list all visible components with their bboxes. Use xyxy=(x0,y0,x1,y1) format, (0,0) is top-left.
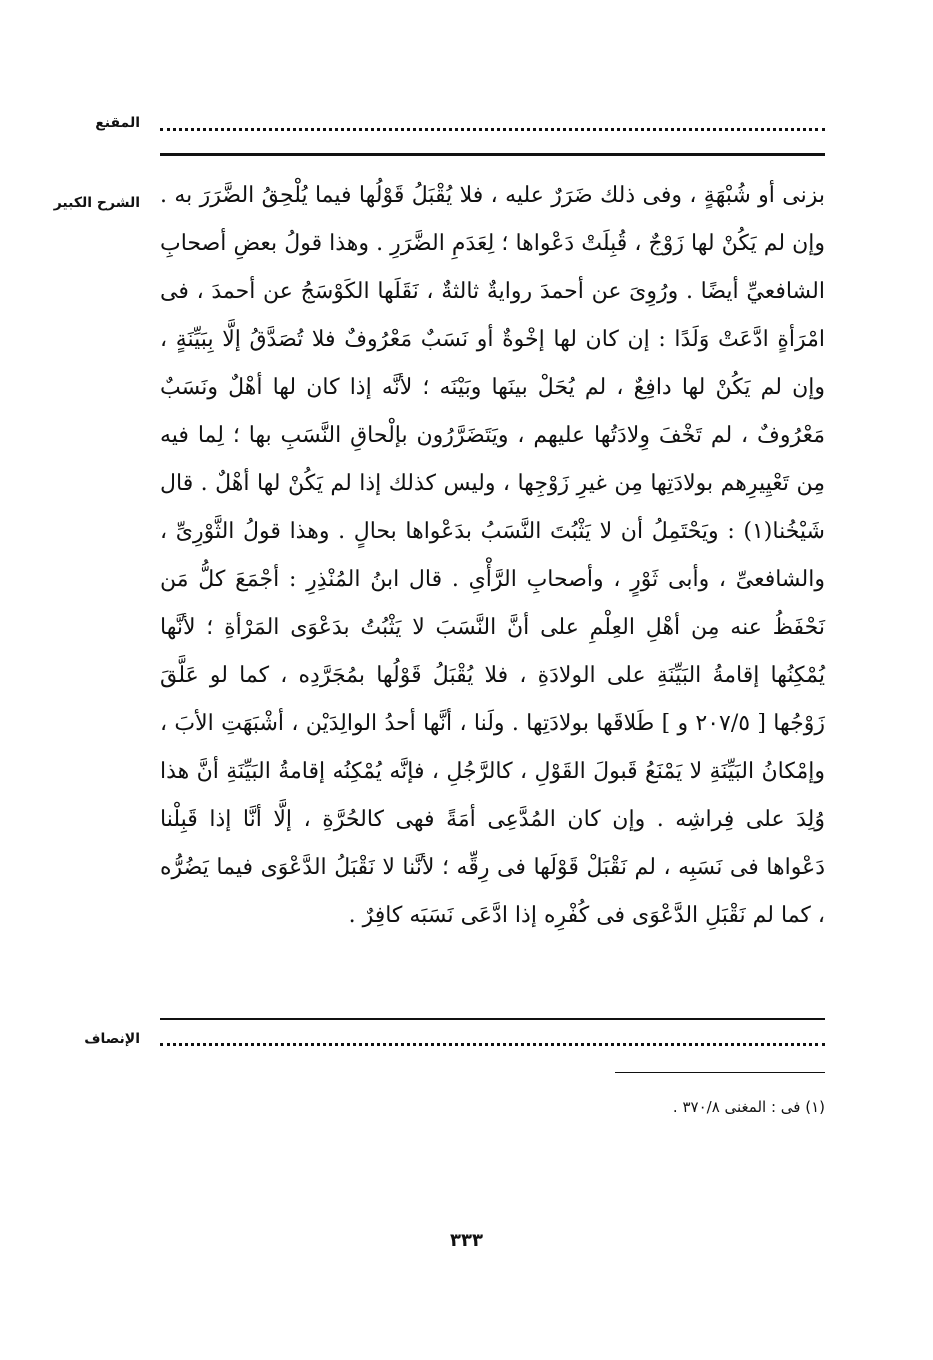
margin-label-sharh-kabir: الشرح الكبير xyxy=(53,195,140,211)
footnote-separator xyxy=(615,1072,825,1073)
margin-label-muqni: المقنع xyxy=(95,115,140,131)
commentary-body xyxy=(160,172,825,940)
dotted-line-muqni xyxy=(160,128,825,131)
dotted-line-insaf xyxy=(160,1043,825,1046)
footnote: (١) فى : المغنى ٣٧٠/٨ . xyxy=(672,1098,825,1116)
section-rule-bottom xyxy=(160,1018,825,1020)
commentary-paragraph: بزنى أو شُبْهَةٍ ، وفى ذلك ضَرَرٌ عليه ، فلا يُقْبَلُ قَوْلُها فيما يُلْحِقُ الضَّرَرَ به . وإن لم يَكُنْ لها زَوْجٌ ، قُبِلَتْ دَعْواها ؛ لِعَدَمِ الضَّرَرِ . وهذا قولُ بعضِ أصحابِ الشافعيِّ أيضًا . ورُوِىَ عن أحمدَ روايةٌ ثالثةٌ ، نَقَلَها الكَوْسَجُ عن أحمدَ ، فى امْرَأةٍ ادَّعَتْ وَلَدًا : إن كان لها إخْوةٌ أو نَسَبٌ مَعْرُوفٌ فلا تُصَدَّقُ إلَّا بِبَيِّنَةٍ ، وإن لم يَكُنْ لها دافِعٌ ، لم يُحَلْ بينَها وبَيْنَه ؛ لأنَّه إذا كان لها أهْلٌ ونَسَبٌ مَعْرُوفٌ ، لم تَخْفَ وِلادَتُها عليهم ، ويَتَضَرَّرُون بإلْحاقِ النَّسَبِ بها ؛ لِما فيه مِن تَعْيِيرِهم بولادَتِها مِن غيرِ زَوْجِها ، وليس كذلك إذا لم يَكُنْ لها أهْلٌ . قال شَيْخُنا(١) : ويَحْتَمِلُ أن لا يَثْبُتَ النَّسَبُ بدَعْواها بحالٍ . وهذا قولُ الثَّوْرِىِّ ، والشافعىِّ ، وأبى ثَوْرٍ ، وأصحابِ الرَّأْىِ . قال ابنُ المُنْذِرِ : أجْمَعَ كلُّ مَن نَحْفَظُ عنه مِن أهْلِ العِلْمِ على أنَّ النَّسَبَ لا يَثْبُتُ بدَعْوَى المَرْأةِ ؛ لأنَّها يُمْكِنُها إقامةُ البَيِّنَةِ على الولادَةِ ، فلا يُقْبَلُ قَوْلُها بمُجَرَّدِه ، كما لو عَلَّقَ زَوْجُها [ ٢٠٧/٥ و ] طَلاقَها بولادَتِها . ولَنا ، أنَّها أحدُ الوالِدَيْن ، أشْبَهَتِ الأبَ ، وإمْكانُ البَيِّنَةِ لا يَمْنَعُ قَبولَ القَوْلِ ، كالرَّجُلِ ، فإنَّه يُمْكِنُه إقامةُ البَيِّنَةِ أنَّ هذا وُلِدَ على فِراشِه . وإن كان المُدَّعِى أمَةً فهى كالحُرَّةِ ، إلَّا أنَّا إذا قَبِلْنا دَعْواها فى نَسَبِه ، لم نَقْبَلْ قَوْلَها فى رِقِّه ؛ لأنَّنا لا نَقْبَلُ الدَّعْوَى فيما يَضُرُّه ، كما لم نَقْبَلِ الدَّعْوَى فى كُفْرِه إذا ادَّعَى نَسَبَه كافِرٌ . xyxy=(160,183,825,928)
section-rule-top xyxy=(160,153,825,156)
margin-label-insaf: الإنصاف xyxy=(84,1031,140,1047)
page-number: ٣٣٣ xyxy=(450,1230,483,1251)
